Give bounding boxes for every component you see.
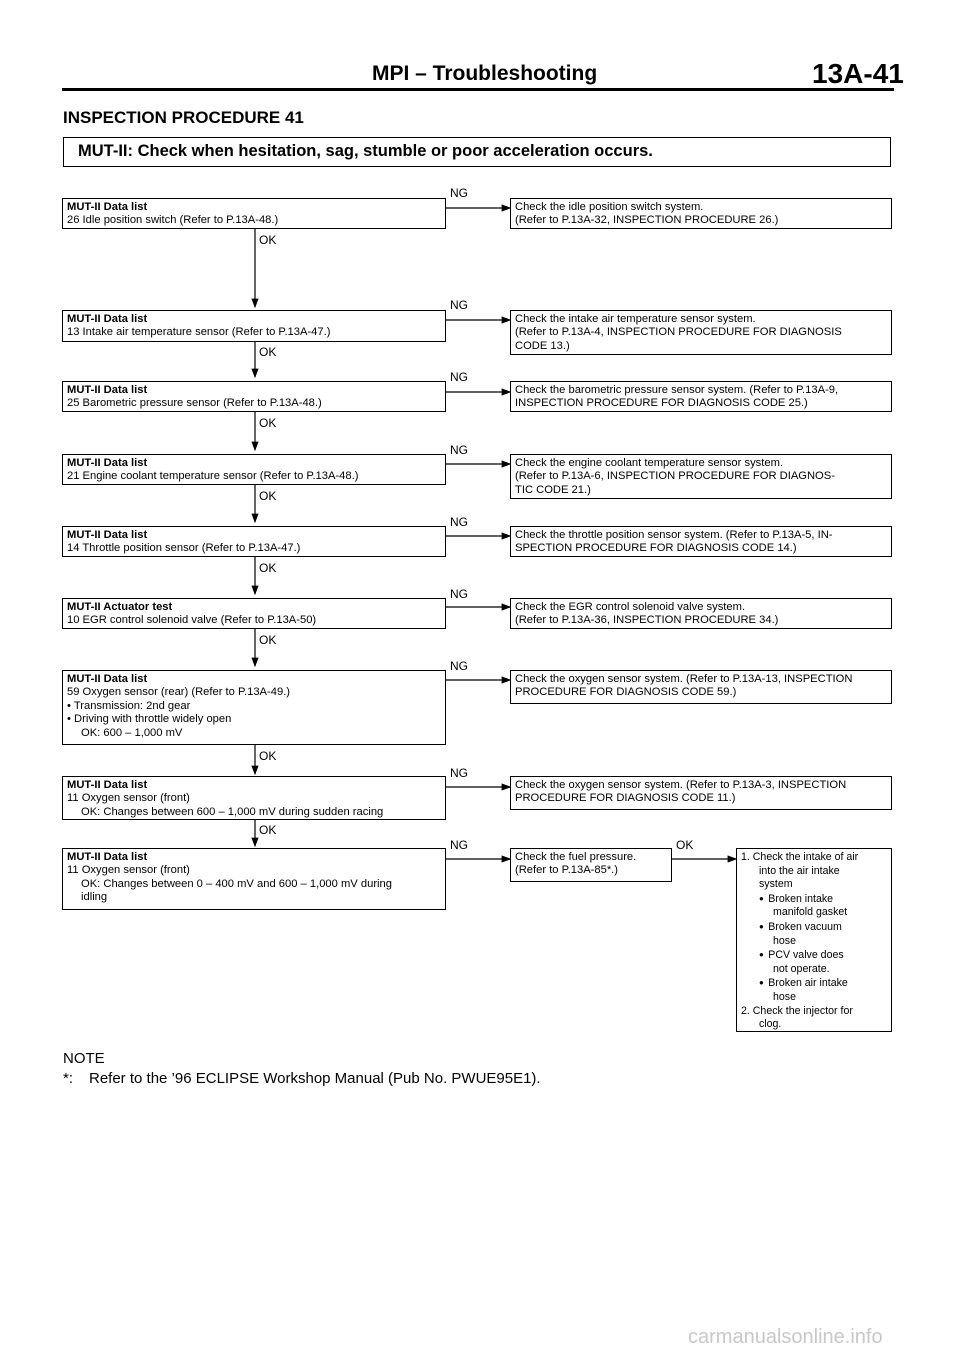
procedure-title: INSPECTION PROCEDURE 41: [63, 108, 304, 127]
ng-result-box-7: [510, 670, 892, 704]
result-line: Check the engine coolant temperature sensor system.: [515, 457, 784, 469]
step-line: 25 Barometric pressure sensor (Refer to P.13A-48.): [67, 397, 322, 410]
step-box-1: [62, 198, 446, 229]
step-box-7: [62, 670, 446, 745]
step-title: MUT-II Data list: [67, 779, 148, 791]
ng-result-box-8: [510, 776, 892, 810]
step-line: idling: [81, 891, 108, 904]
ng-label-5: NG: [450, 515, 468, 529]
note-body: Refer to the ’96 ECLIPSE Workshop Manual (Pub No. PWUE95E1).: [89, 1070, 541, 1087]
final-line: hose: [773, 934, 796, 947]
step-title: MUT-II Data list: [67, 313, 148, 325]
step-line: OK: Changes between 0 – 400 mV and 600 – 1,000 mV during: [81, 877, 392, 890]
result-line: PROCEDURE FOR DIAGNOSIS CODE 11.): [515, 792, 736, 805]
ng-result-box-9: [510, 848, 672, 882]
step-line: 21 Engine coolant temperature sensor (Refer to P.13A-48.): [67, 470, 359, 483]
result-line: Check the throttle position sensor system. (Refer to P.13A-5, IN-: [515, 529, 833, 541]
result-line: (Refer to P.13A-32, INSPECTION PROCEDURE 26.): [515, 214, 779, 227]
step-line: OK: Changes between 600 – 1,000 mV during sudden racing: [81, 805, 384, 818]
step-title: MUT-II Data list: [67, 673, 148, 685]
final-line: system: [759, 878, 793, 891]
step-box-8: [62, 776, 446, 820]
ng-label-4: NG: [450, 443, 468, 457]
step-line: 10 EGR control solenoid valve (Refer to P.13A-50): [67, 614, 317, 627]
step-line: 11 Oxygen sensor (front): [67, 792, 190, 805]
step-box-2: [62, 310, 446, 342]
final-line: 2. Check the injector for: [741, 1004, 853, 1017]
step-title: MUT-II Data list: [67, 529, 148, 541]
final-line: ● Broken air intake: [741, 976, 887, 991]
ng-label-9: NG: [450, 838, 468, 852]
final-line: 1. Check the intake of air: [741, 851, 859, 863]
step-title: MUT-II Data list: [67, 851, 148, 863]
final-line: clog.: [759, 1018, 782, 1031]
result-line: PROCEDURE FOR DIAGNOSIS CODE 59.): [515, 686, 737, 699]
result-line: SPECTION PROCEDURE FOR DIAGNOSIS CODE 14.): [515, 542, 797, 555]
ng-result-box-5: [510, 526, 892, 557]
step-title: MUT-II Actuator test: [67, 601, 173, 613]
ok-label-1: OK: [259, 233, 277, 247]
ng-result-box-3: [510, 381, 892, 412]
ng-label-1: NG: [450, 186, 468, 200]
ok-label-8: OK: [259, 823, 277, 837]
note-marker: *:: [63, 1070, 74, 1087]
step-line: 13 Intake air temperature sensor (Refer to P.13A-47.): [67, 326, 331, 339]
header-title: MPI – Troubleshooting: [372, 62, 598, 85]
result-line: TIC CODE 21.): [515, 483, 591, 496]
ng-label-7: NG: [450, 659, 468, 673]
step-box-3: [62, 381, 446, 412]
page-number: 13A-41: [812, 58, 904, 89]
ng-label-3: NG: [450, 370, 468, 384]
step-title: MUT-II Data list: [67, 457, 148, 469]
result-line: Check the oxygen sensor system. (Refer to P.13A-3, INSPECTION: [515, 779, 847, 791]
ng-result-box-2: [510, 310, 892, 355]
result-line: (Refer to P.13A-4, INSPECTION PROCEDURE FOR DIAGNOSIS: [515, 326, 842, 339]
result-line: CODE 13.): [515, 339, 570, 352]
ok-label-4: OK: [259, 489, 277, 503]
step-line: 11 Oxygen sensor (front): [67, 864, 190, 877]
ok-label-6: OK: [259, 633, 277, 647]
ok-label-7: OK: [259, 749, 277, 763]
result-line: Check the intake air temperature sensor system.: [515, 313, 756, 325]
step-line: 59 Oxygen sensor (rear) (Refer to P.13A-49.): [67, 686, 291, 699]
step-title: MUT-II Data list: [67, 384, 148, 396]
step-line: 26 Idle position switch (Refer to P.13A-48.): [67, 214, 279, 227]
final-line: not operate.: [773, 962, 830, 975]
ng-label-2: NG: [450, 298, 468, 312]
step-line: OK: 600 – 1,000 mV: [81, 726, 183, 739]
result-line: Check the idle position switch system.: [515, 201, 704, 213]
ng-label-6: NG: [450, 587, 468, 601]
step-box-9: [62, 848, 446, 910]
final-line: into the air intake: [759, 864, 840, 877]
step-line: • Transmission: 2nd gear: [67, 699, 191, 712]
ok-label-5: OK: [259, 561, 277, 575]
ok-label-2: OK: [259, 345, 277, 359]
caption-text: MUT-II: Check when hesitation, sag, stumble or poor acceleration occurs.: [78, 142, 653, 160]
ng-result-box-1: [510, 198, 892, 229]
step-box-4: [62, 454, 446, 485]
final-line: ● Broken vacuum: [741, 920, 887, 935]
final-check-box: [736, 848, 892, 1032]
step-box-6: [62, 598, 446, 629]
watermark: carmanualsonline.info: [688, 1326, 883, 1348]
ng-label-8: NG: [450, 766, 468, 780]
final-line: ● Broken intake: [741, 892, 887, 907]
result-line: Check the fuel pressure.: [515, 851, 637, 863]
result-line: INSPECTION PROCEDURE FOR DIAGNOSIS CODE 25.): [515, 397, 808, 410]
result-line: Check the EGR control solenoid valve system.: [515, 601, 746, 613]
note-heading: NOTE: [63, 1050, 105, 1067]
final-line: hose: [773, 990, 796, 1003]
result-line: (Refer to P.13A-85*.): [515, 864, 619, 877]
ok-label-3: OK: [259, 416, 277, 430]
note-text: [63, 1070, 541, 1087]
result-line: (Refer to P.13A-6, INSPECTION PROCEDURE FOR DIAGNOS-: [515, 470, 835, 483]
step-line: • Driving with throttle widely open: [67, 713, 232, 726]
ng-result-box-4: [510, 454, 892, 499]
final-line: manifold gasket: [773, 906, 848, 919]
ok-label-final: OK: [676, 838, 694, 852]
step-line: 14 Throttle position sensor (Refer to P.13A-47.): [67, 542, 301, 555]
step-title: MUT-II Data list: [67, 201, 148, 213]
step-box-5: [62, 526, 446, 557]
result-line: Check the barometric pressure sensor system. (Refer to P.13A-9,: [515, 384, 839, 396]
final-line: ● PCV valve does: [741, 948, 887, 963]
ng-result-box-6: [510, 598, 892, 629]
result-line: (Refer to P.13A-36, INSPECTION PROCEDURE 34.): [515, 614, 779, 627]
result-line: Check the oxygen sensor system. (Refer to P.13A-13, INSPECTION: [515, 673, 853, 685]
